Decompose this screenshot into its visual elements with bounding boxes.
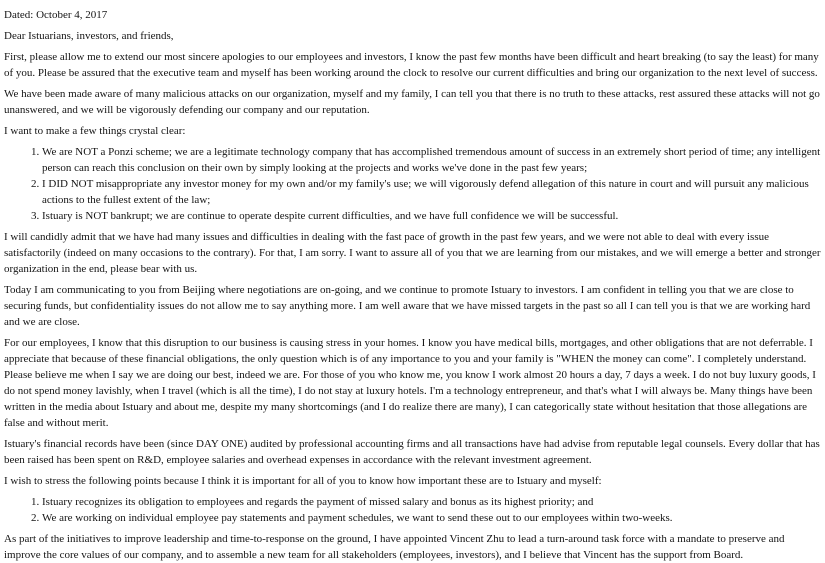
list-item: 2. We are working on individual employee pay statements and payment schedules, we want to send these out to our employees within two-weeks. xyxy=(42,510,821,526)
list-item: 3. Istuary is NOT bankrupt; we are continue to operate despite current difficulties, and we have full confidence we will be successful. xyxy=(42,208,821,224)
paragraph-employees: For our employees, I know that this disruption to our business is causing stress in your homes. I know you have medical bills, mortgages, and other obligations that are not deferrable. I appreciate that because of these financial obligations, the only question which is of any importance to you and your family is "WHEN the money can come". I completely understand. Please believe me when I say we are doing our best, indeed we are. For those of you who know me, you know I work almost 20 hours a day, 7 days a week. I do not buy luxury goods, I do not spend money lavishly, when I travel (which is all the time), I do not stay at luxury hotels. I'm a technology entrepreneur, and that's what I will always be. Many things have been written in the media about Istuary and about me, despite my many shortcomings (and I do realize there are many), I can categorically state without hesitation that those allegations are false and without merit. xyxy=(4,337,816,429)
paragraph-financial-records: Istuary's financial records have been (since DAY ONE) audited by professional accounting firms and all transactions have had advise from reputable legal counsels. Every dollar that has been raised has been spent on R&D, employee salaries and overhead expenses in accordance with the relevant investment agreement. xyxy=(4,438,820,466)
list-item: 1. Istuary recognizes its obligation to employees and regards the payment of missed salary and bonus as its highest priority; and xyxy=(42,494,821,510)
paragraph-attacks: We have been made aware of many malicious attacks on our organization, myself and my family, I can tell you that there is no truth to these attacks, rest assured these attacks will not go unanswered, and we will be vigorously defending our company and our reputation. xyxy=(4,88,820,116)
paragraph-apology: First, please allow me to extend our most sincere apologies to our employees and investors, I know the past few months have been difficult and heart breaking (to say the least) for many of you. Please be assured that the executive team and myself has been working around the clock to resolve our current difficulties and bring our organization to the next level of success. xyxy=(4,51,819,79)
salutation: Dear Istuarians, investors, and friends, xyxy=(4,30,174,42)
paragraph-admit: I will candidly admit that we have had many issues and difficulties in dealing with the fast pace of growth in the past few years, and we were not able to deal with every issue satisfactorily (indeed on many occasions to the contrary). For that, I am sorry. I want to assure all of you that we are learning from our mistakes, and we will emerge a better and stronger organization in the end, please bear with us. xyxy=(4,231,821,275)
letter-document xyxy=(4,7,821,563)
paragraph-beijing: Today I am communicating to you from Beijing where negotiations are on-going, and we continue to promote Istuary to investors. I am confident in telling you that we are close to securing funds, but confidentiality issues do not allow me to say anything more. I am well aware that we have missed targets in the past so all I can tell you is that we are working hard and we are close. xyxy=(4,284,811,328)
paragraph-crystal-intro: I want to make a few things crystal clear: xyxy=(4,125,186,137)
crystal-clear-list xyxy=(4,144,821,224)
list-item: 1. We are NOT a Ponzi scheme; we are a legitimate technology company that has accomplished tremendous amount of success in an extremely short period of time; any intelligent person can reach this conclusion on their own by simply looking at the projects and works we've done in the past few years; xyxy=(42,144,821,176)
list-item: 2. I DID NOT misappropriate any investor money for my own and/or my family's use; we will vigorously defend allegation of this nature in court and will pursuit any malicious actions to the fullest extent of the law; xyxy=(42,176,821,208)
stress-points-list xyxy=(4,494,821,526)
paragraph-vincent-zhu: As part of the initiatives to improve leadership and time-to-response on the ground, I have appointed Vincent Zhu to lead a turn-around task force with a mandate to preserve and improve the core values of our company, and to assemble a new team for all stakeholders (employees, investors), and I believe that Vincent has the support from Board. xyxy=(4,533,785,561)
dated-line: Dated: October 4, 2017 xyxy=(4,9,108,21)
paragraph-stress-intro: I wish to stress the following points because I think it is important for all of you to know how important these are to Istuary and myself: xyxy=(4,475,602,487)
